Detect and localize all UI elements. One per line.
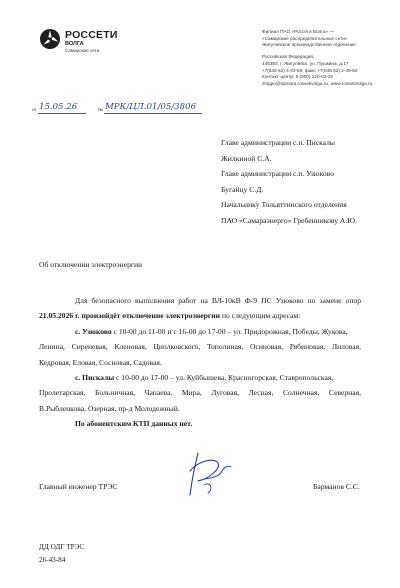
registration-line bbox=[32, 102, 232, 116]
recipient-line: ПАО «Самараэнерго» Гребенникову А.Ю. bbox=[221, 215, 358, 225]
company-logo bbox=[39, 28, 149, 60]
uzyukovo-line: с. Узюково с 10-00 до 11-00 и с 16-00 до 17-00 – ул. Придорожная, Победы, Жукова, bbox=[75, 326, 348, 336]
recipients-block bbox=[221, 135, 357, 229]
rosseti-logo-icon bbox=[39, 28, 61, 50]
letter-body bbox=[39, 293, 361, 432]
recipient-line: Начальнику Тольяттинского отделения bbox=[221, 200, 347, 210]
recipient-line: Бугайцу С.Д. bbox=[221, 184, 264, 194]
uzyukovo-streets-line: Ленина, Сиреневая, Кленовая, Циолковского, Тополиная, Осиновая, Рябиновая, Лиловая, bbox=[39, 342, 361, 352]
uzyukovo-village-name: с. Узюково bbox=[75, 326, 112, 336]
signatory-title: Главный инженер ТРЭС bbox=[39, 482, 118, 491]
company-email-line: zhigpo@samara.rossetivolga.ru, www.rossetivolga.ru bbox=[262, 80, 373, 86]
executor-footer bbox=[39, 541, 84, 567]
executor-department: ДД ОДГ ТРЭС bbox=[39, 543, 85, 551]
piskaly-streets-line: В.Рыбленкова, Озерная, пр-д Молодежный. bbox=[39, 403, 180, 413]
body-paragraph-1-line: Для безопасного выполнения работ на ВЛ-10кВ Ф-9 ПС Узюково по замене опор bbox=[75, 296, 361, 305]
company-address-line: Российская Федерация, bbox=[262, 54, 315, 60]
date-label: от bbox=[32, 107, 37, 112]
ktp-note-text: По абонентским КТП данных нет. bbox=[75, 419, 193, 429]
recipient-line: Жилкиной С.А. bbox=[221, 153, 272, 163]
piskaly-line: с. Пискалы с 10-00 до 17-00 – ул. Куйбышева, Красногорская, Ставропольская, bbox=[75, 373, 334, 383]
company-line: Филиал ПАО «Россети Волга» — bbox=[262, 29, 335, 34]
outage-date-text: 21.05.2026 г. произойдёт отключение электроэнергии bbox=[39, 311, 221, 321]
number-underline bbox=[104, 113, 202, 114]
date-underline bbox=[38, 113, 86, 114]
body-paragraph-1-line: 21.05.2026 г. произойдёт отключение электроэнергии по следующим адресам: bbox=[39, 311, 301, 321]
date-value: 15.05.26 bbox=[39, 102, 78, 112]
company-phone-line: +7(848 62) 4-43-59, факс +7(848 62) 2-39-50 bbox=[262, 67, 358, 73]
recipient-line: Главе администрации с.п. Пискалы bbox=[221, 138, 336, 147]
recipient-line: Главе администрации с.п. Узюково bbox=[221, 169, 335, 179]
company-header bbox=[262, 29, 394, 88]
handwritten-signature bbox=[184, 451, 234, 499]
number-label: № bbox=[98, 107, 103, 112]
logo-sub2-text: Самарские сети bbox=[65, 48, 100, 53]
logo-brand-text: РОССЕТИ bbox=[65, 29, 118, 41]
company-line: «Самарские распределительные сети» bbox=[262, 35, 348, 41]
letter-subject: Об отключении электроэнергии bbox=[39, 260, 143, 269]
executor-phone: 26-43-84 bbox=[39, 555, 66, 564]
uzyukovo-streets-line: Кедровая, Еловая, Сосновая, Садовая. bbox=[39, 357, 162, 367]
company-line: Жигулевское производственное отделение bbox=[262, 42, 356, 48]
logo-sub-text: ВОЛГА bbox=[65, 41, 84, 47]
piskaly-streets-line: Пролетарская, Больничная, Чапаева, Мира, Луговая, Лесная, Солнечная, Северная, bbox=[39, 388, 361, 398]
signatory-name: Барманов С.С. bbox=[313, 482, 360, 491]
piskaly-village-name: с. Пискалы bbox=[75, 373, 115, 383]
ktp-note-line bbox=[39, 416, 361, 431]
company-address-line: 445350, г. Жигулевск, ул. Пушкина, д.17 bbox=[262, 60, 349, 66]
number-value: МРК/ЦЛ.01/05/3806 bbox=[105, 102, 197, 112]
company-contact-center-line: Контакт-центр: 8 (800) 220-02-20 bbox=[262, 74, 334, 80]
